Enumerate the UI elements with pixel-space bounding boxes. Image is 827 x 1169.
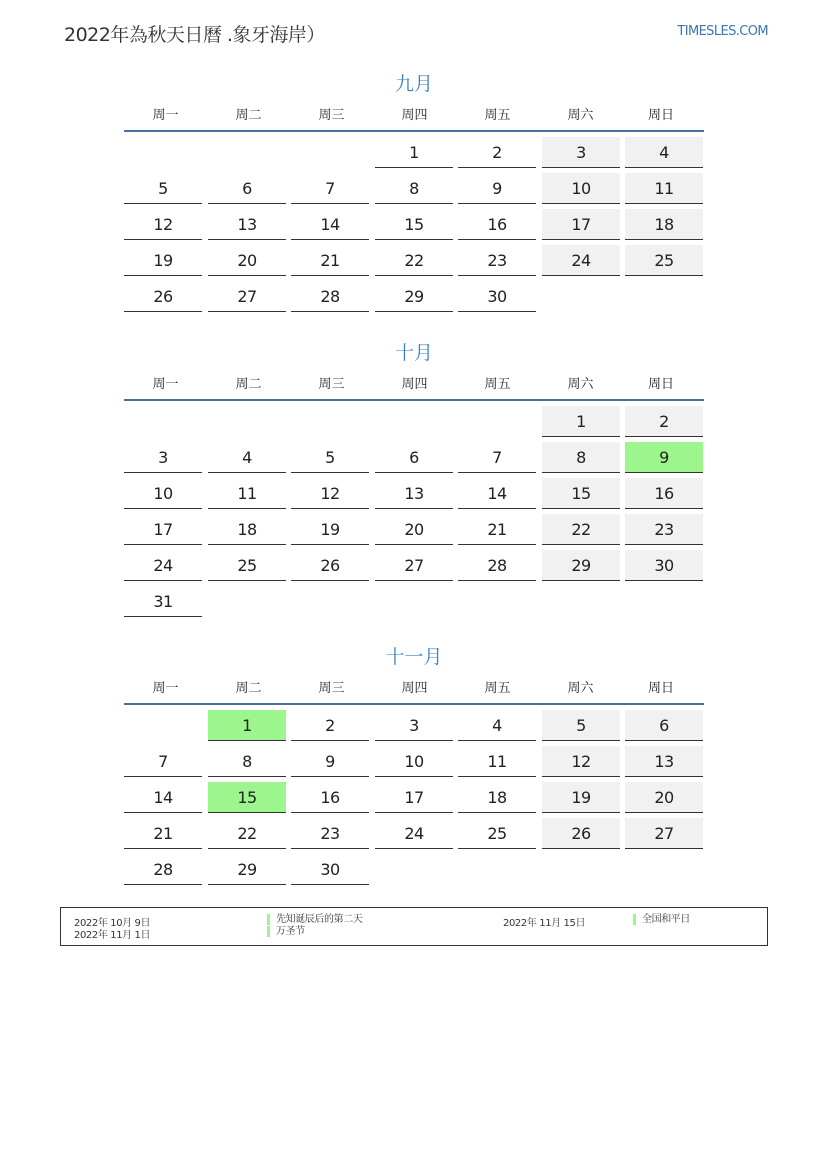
weekday-label: 周三 bbox=[318, 377, 345, 392]
weekday-label: 周六 bbox=[567, 377, 594, 392]
day-cell: 14 bbox=[458, 478, 536, 509]
weekday-label: 周五 bbox=[484, 108, 511, 123]
day-cell: 16 bbox=[625, 478, 703, 509]
day-cell: 29 bbox=[542, 550, 620, 581]
legend-date: 2022年 11月 15日 bbox=[503, 918, 586, 929]
day-cell: 6 bbox=[625, 710, 703, 741]
day-cell: 10 bbox=[542, 173, 620, 204]
day-cell: 30 bbox=[625, 550, 703, 581]
legend-date: 2022年 11月 1日 bbox=[74, 930, 151, 941]
day-cell: 7 bbox=[124, 746, 202, 777]
day-cell: 8 bbox=[542, 442, 620, 473]
day-cell-holiday: 9 bbox=[625, 442, 703, 473]
day-cell: 22 bbox=[375, 245, 453, 276]
day-cell-holiday: 15 bbox=[208, 782, 286, 813]
day-cell: 20 bbox=[375, 514, 453, 545]
day-cell: 11 bbox=[458, 746, 536, 777]
weekday-label: 周二 bbox=[235, 377, 262, 392]
day-cell: 8 bbox=[375, 173, 453, 204]
day-cell: 18 bbox=[208, 514, 286, 545]
legend-date: 2022年 10月 9日 bbox=[74, 918, 151, 929]
day-grid bbox=[124, 137, 704, 317]
month-title: 九月 bbox=[394, 73, 433, 95]
day-cell: 23 bbox=[625, 514, 703, 545]
weekday-label: 周一 bbox=[152, 681, 179, 696]
day-cell: 13 bbox=[625, 746, 703, 777]
month-title: 十一月 bbox=[385, 646, 443, 668]
day-cell: 4 bbox=[625, 137, 703, 168]
day-cell: 11 bbox=[625, 173, 703, 204]
legend-holiday-name: 全国和平日 bbox=[633, 914, 690, 925]
day-cell: 9 bbox=[291, 746, 369, 777]
day-cell: 27 bbox=[208, 281, 286, 312]
day-cell: 3 bbox=[542, 137, 620, 168]
day-cell: 19 bbox=[124, 245, 202, 276]
day-cell: 29 bbox=[208, 854, 286, 885]
weekday-label: 周六 bbox=[567, 108, 594, 123]
day-cell: 4 bbox=[208, 442, 286, 473]
day-cell-holiday: 1 bbox=[208, 710, 286, 741]
holiday-legend bbox=[60, 907, 768, 946]
day-cell: 15 bbox=[542, 478, 620, 509]
month-september bbox=[124, 70, 704, 317]
weekday-label: 周四 bbox=[401, 377, 428, 392]
month-november bbox=[124, 643, 704, 890]
day-cell: 20 bbox=[625, 782, 703, 813]
day-cell: 24 bbox=[375, 818, 453, 849]
month-title: 十月 bbox=[394, 342, 433, 364]
day-cell: 10 bbox=[375, 746, 453, 777]
day-cell: 6 bbox=[375, 442, 453, 473]
legend-holiday-name: 万圣节 bbox=[267, 926, 305, 937]
day-cell: 28 bbox=[124, 854, 202, 885]
day-cell: 29 bbox=[375, 281, 453, 312]
day-cell: 1 bbox=[375, 137, 453, 168]
day-cell: 28 bbox=[458, 550, 536, 581]
day-grid bbox=[124, 406, 704, 611]
day-cell: 27 bbox=[625, 818, 703, 849]
day-cell: 16 bbox=[291, 782, 369, 813]
site-link[interactable]: TIMESLES.COM bbox=[677, 24, 768, 39]
day-cell: 15 bbox=[375, 209, 453, 240]
weekday-label: 周三 bbox=[318, 681, 345, 696]
weekday-label: 周日 bbox=[647, 108, 674, 123]
day-cell: 12 bbox=[542, 746, 620, 777]
weekday-header bbox=[124, 98, 704, 132]
day-cell: 13 bbox=[375, 478, 453, 509]
weekday-label: 周四 bbox=[401, 681, 428, 696]
weekday-label: 周一 bbox=[152, 377, 179, 392]
day-cell: 21 bbox=[291, 245, 369, 276]
day-cell: 26 bbox=[542, 818, 620, 849]
day-cell: 3 bbox=[375, 710, 453, 741]
day-cell: 24 bbox=[542, 245, 620, 276]
weekday-label: 周二 bbox=[235, 108, 262, 123]
day-cell: 11 bbox=[208, 478, 286, 509]
day-cell: 19 bbox=[291, 514, 369, 545]
day-cell: 25 bbox=[625, 245, 703, 276]
weekday-label: 周五 bbox=[484, 681, 511, 696]
day-cell: 12 bbox=[124, 209, 202, 240]
day-cell: 5 bbox=[124, 173, 202, 204]
day-cell: 23 bbox=[291, 818, 369, 849]
day-cell: 9 bbox=[458, 173, 536, 204]
day-cell: 6 bbox=[208, 173, 286, 204]
weekday-label: 周日 bbox=[647, 377, 674, 392]
weekday-label: 周六 bbox=[567, 681, 594, 696]
day-cell: 14 bbox=[291, 209, 369, 240]
day-cell: 21 bbox=[458, 514, 536, 545]
weekday-label: 周日 bbox=[647, 681, 674, 696]
day-cell: 27 bbox=[375, 550, 453, 581]
day-cell: 26 bbox=[291, 550, 369, 581]
day-cell: 8 bbox=[208, 746, 286, 777]
day-cell: 30 bbox=[291, 854, 369, 885]
weekday-label: 周五 bbox=[484, 377, 511, 392]
weekday-label: 周四 bbox=[401, 108, 428, 123]
day-cell: 4 bbox=[458, 710, 536, 741]
day-cell: 25 bbox=[458, 818, 536, 849]
day-cell: 31 bbox=[124, 586, 202, 617]
day-cell: 2 bbox=[291, 710, 369, 741]
weekday-label: 周三 bbox=[318, 108, 345, 123]
day-cell: 30 bbox=[458, 281, 536, 312]
day-cell: 12 bbox=[291, 478, 369, 509]
day-cell: 20 bbox=[208, 245, 286, 276]
day-cell: 5 bbox=[291, 442, 369, 473]
day-cell: 2 bbox=[458, 137, 536, 168]
day-cell: 28 bbox=[291, 281, 369, 312]
legend-holiday-name: 先知诞辰后的第二天 bbox=[267, 914, 362, 925]
day-cell: 18 bbox=[625, 209, 703, 240]
day-cell: 16 bbox=[458, 209, 536, 240]
weekday-label: 周二 bbox=[235, 681, 262, 696]
month-october bbox=[124, 339, 704, 611]
day-cell: 18 bbox=[458, 782, 536, 813]
day-cell: 5 bbox=[542, 710, 620, 741]
day-cell: 13 bbox=[208, 209, 286, 240]
day-cell: 7 bbox=[291, 173, 369, 204]
day-cell: 17 bbox=[124, 514, 202, 545]
day-cell: 19 bbox=[542, 782, 620, 813]
day-cell: 23 bbox=[458, 245, 536, 276]
day-cell: 17 bbox=[542, 209, 620, 240]
weekday-header bbox=[124, 367, 704, 401]
day-cell: 14 bbox=[124, 782, 202, 813]
day-cell: 24 bbox=[124, 550, 202, 581]
day-cell: 22 bbox=[208, 818, 286, 849]
day-cell: 21 bbox=[124, 818, 202, 849]
day-cell: 25 bbox=[208, 550, 286, 581]
page-title: 2022年為秋天日曆 .象牙海岸） bbox=[64, 24, 325, 46]
day-cell: 1 bbox=[542, 406, 620, 437]
day-cell: 26 bbox=[124, 281, 202, 312]
weekday-header bbox=[124, 671, 704, 705]
day-cell: 3 bbox=[124, 442, 202, 473]
day-cell: 10 bbox=[124, 478, 202, 509]
day-cell: 17 bbox=[375, 782, 453, 813]
day-grid bbox=[124, 710, 704, 890]
weekday-label: 周一 bbox=[152, 108, 179, 123]
day-cell: 2 bbox=[625, 406, 703, 437]
day-cell: 22 bbox=[542, 514, 620, 545]
day-cell: 7 bbox=[458, 442, 536, 473]
